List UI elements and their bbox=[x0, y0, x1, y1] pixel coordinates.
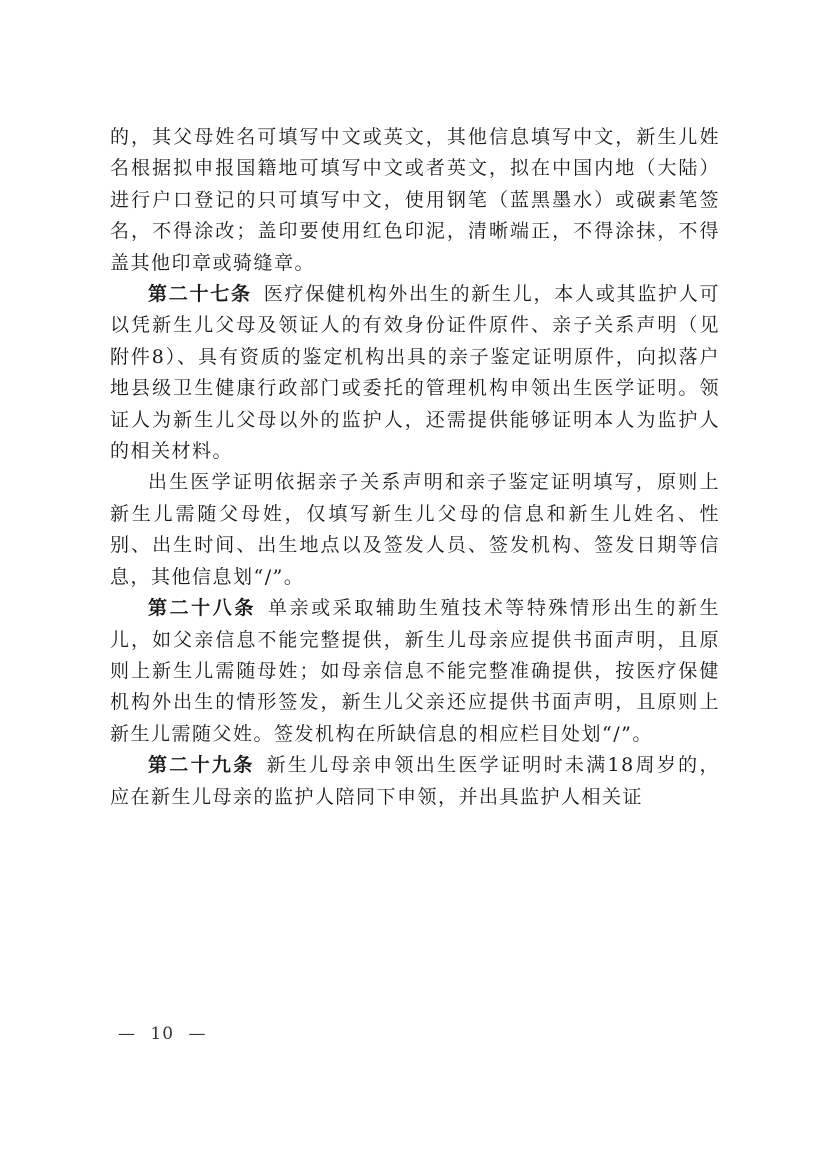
paragraph-text: 医疗保健机构外出生的新生儿，本人或其监护人可以凭新生儿父母及领证人的有效身份证件原件、亲子关系声明（见附件8）、具有资质的鉴定机构出具的亲子鉴定证明原件，向拟落户地县级卫生健康行政部门或委托的管理机构申领出生医学证明。领证人为新生儿父母以外的监护人，还需提供能够证明本人为监护人的相关材料。 bbox=[110, 283, 720, 463]
article-29 bbox=[110, 750, 720, 813]
article-27-paragraph-2 bbox=[110, 467, 720, 593]
footer-dash-left: — bbox=[118, 1024, 136, 1044]
page-number: 10 bbox=[150, 1024, 175, 1044]
article-heading: 第二十七条 bbox=[148, 283, 252, 306]
paragraph-text: 出生医学证明依据亲子关系声明和亲子鉴定证明填写，原则上新生儿需随父母姓，仅填写新生儿父母的信息和新生儿姓名、性别、出生时间、出生地点以及签发人员、签发机构、签发日期等信息，其他信息划“/”。 bbox=[110, 471, 720, 588]
paragraph-text: 的，其父母姓名可填写中文或英文，其他信息填写中文，新生儿姓名根据拟申报国籍地可填写中文或者英文，拟在中国内地（大陆）进行户口登记的只可填写中文，使用钢笔（蓝黑墨水）或碳素笔签名，不得涂改；盖印要使用红色印泥，清晰端正，不得涂抹，不得盖其他印章或骑缝章。 bbox=[110, 126, 720, 274]
article-27 bbox=[110, 279, 720, 467]
paragraph-text: 单亲或采取辅助生殖技术等特殊情形出生的新生儿，如父亲信息不能完整提供，新生儿母亲应提供书面声明，且原则上新生儿需随母姓；如母亲信息不能完整准确提供，按医疗保健机构外出生的情形签发，新生儿父亲还应提供书面声明，且原则上新生儿需随父姓。签发机构在所缺信息的相应栏目处划“/”。 bbox=[110, 597, 720, 745]
document-body bbox=[110, 122, 720, 813]
paragraph-text: 新生儿母亲申领出生医学证明时未满18周岁的，应在新生儿母亲的监护人陪同下申领，并出具监护人相关证 bbox=[110, 754, 720, 808]
footer-dash-right: — bbox=[188, 1024, 207, 1044]
page-footer bbox=[110, 1024, 214, 1044]
paragraph-continuation bbox=[110, 122, 720, 279]
article-28 bbox=[110, 593, 720, 750]
article-heading: 第二十九条 bbox=[148, 754, 255, 777]
article-heading: 第二十八条 bbox=[148, 597, 256, 620]
